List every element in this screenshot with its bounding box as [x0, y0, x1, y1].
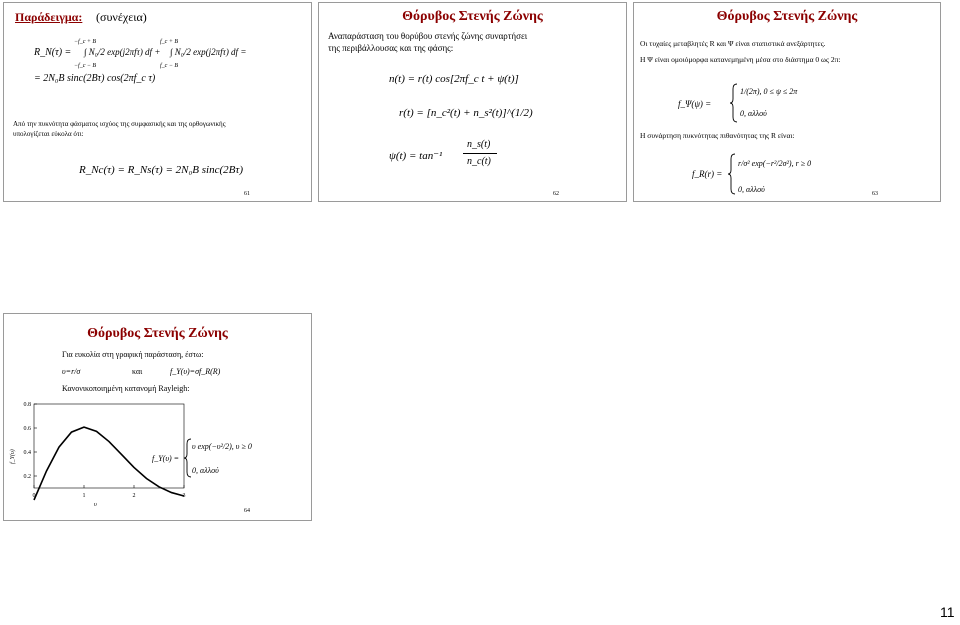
eq1-int1: ∫ N₀/2 exp(j2πfτ) df + [84, 47, 161, 57]
brace-icon [730, 83, 738, 123]
slide-61-title: Παράδειγμα: [15, 10, 83, 24]
fr-case-1: r/σ² exp(−r²/2σ²), r ≥ 0 [738, 159, 812, 168]
x-tick-label: 0 [32, 493, 36, 499]
x-tick-label: 1 [82, 493, 86, 499]
rayleigh-chart [6, 398, 246, 518]
formula-lhs: f_Y(υ) = [152, 454, 180, 463]
y-tick-label: 0.8 [23, 402, 31, 408]
slide-63 [633, 2, 941, 202]
page-number-61: 61 [244, 191, 250, 197]
y-tick-label: 0.2 [23, 474, 31, 480]
brace-icon [184, 438, 192, 478]
slide-64 [3, 313, 312, 521]
slide-62-title: Θόρυβος Στενής Ζώνης [402, 9, 543, 24]
eq-n: n(t) = r(t) cos[2πf_c t + ψ(t)] [389, 73, 519, 85]
eq1-lim2-bot: f_c − B [160, 63, 179, 69]
fpsi-case-1: 1/(2π), 0 ≤ ψ ≤ 2π [740, 87, 798, 96]
x-axis-label: υ [94, 502, 97, 508]
text-line-2: υπολογίζεται εύκολα ότι: [13, 130, 84, 138]
def-fy: f_Υ(υ)=σf_R(R) [170, 367, 221, 376]
line-1: Οι τυχαίες μεταβλητές R και Ψ είναι στατιστικά ανεξάρτητες. [640, 39, 826, 48]
slide-61-subtitle: (συνέχεια) [96, 10, 147, 24]
eq-psi-num: n_s(t) [467, 139, 491, 150]
slide-63-title: Θόρυβος Στενής Ζώνης [716, 9, 858, 24]
eq2: = 2N₀B sinc(2Bτ) cos(2πf_c τ) [34, 73, 156, 84]
eq1-lim1-top: −f_c + B [74, 39, 97, 45]
eq3: R_Nc(τ) = R_Ns(τ) = 2N₀B sinc(2Bτ) [79, 164, 243, 176]
x-tick-label: 2 [132, 493, 136, 499]
line-2: Η Ψ είναι ομοιόμορφα κατανεμημένη μέσα στο διάστημα 0 ως 2π: [640, 55, 841, 64]
y-axis-label: f_Y(υ) [10, 449, 16, 464]
formula-case-1: υ exp(−υ²/2), υ ≥ 0 [192, 442, 252, 451]
eq-psi-lhs: ψ(t) = tan⁻¹ [389, 150, 443, 162]
page-number-64: 64 [244, 508, 250, 514]
slide-62 [318, 2, 627, 202]
intro-line-1: Αναπαράσταση του θορύβου στενής ζώνης συναρτήσει [328, 31, 528, 41]
intro-line-2: της περιβάλλουσας και της φάσης: [328, 43, 454, 53]
eq1-lim2-top: f_c + B [160, 39, 179, 45]
brace-icon [728, 153, 736, 195]
def-upsilon: υ=r/σ [62, 367, 81, 376]
y-tick-label: 0.6 [23, 426, 31, 432]
def-line: Για ευκολία στη γραφική παράσταση, έστω: [62, 350, 204, 359]
eq1-lim1-bot: −f_c − B [74, 63, 97, 69]
eq-psi-den: n_c(t) [467, 156, 491, 167]
rayleigh-curve [34, 427, 184, 500]
x-tick-label: 3 [182, 493, 186, 499]
fraction-bar [463, 153, 497, 154]
rayleigh-heading: Κανονικοποιημένη κατανομή Rayleigh: [62, 384, 190, 393]
slide-61 [3, 2, 312, 202]
def-and: και [132, 367, 143, 376]
eq-r: r(t) = [n_c²(t) + n_s²(t)]^(1/2) [399, 107, 533, 119]
fpsi-lhs: f_Ψ(ψ) = [678, 99, 712, 109]
page-number-63: 63 [872, 191, 878, 197]
line-3: Η συνάρτηση πυκνότητας πιθανότητας της R είναι: [640, 131, 795, 140]
fpsi-case-2: 0, αλλού [740, 109, 767, 118]
fr-lhs: f_R(r) = [692, 169, 723, 179]
sheet-page-number: 11 [940, 604, 955, 620]
slide-64-title: Θόρυβος Στενής Ζώνης [87, 326, 228, 341]
eq1-lhs: R_N(τ) = [34, 47, 72, 58]
fr-case-2: 0, αλλού [738, 185, 765, 194]
page-number-62: 62 [553, 191, 559, 197]
plot-frame [34, 404, 184, 488]
y-tick-label: 0.4 [23, 450, 31, 456]
formula-case-2: 0, αλλού [192, 466, 219, 475]
text-line-1: Από την πυκνότητα φάσματος ισχύος της συμφασικής και της ορθογωνικής [13, 120, 226, 128]
eq1-int2: ∫ N₀/2 exp(j2πfτ) df = [170, 47, 247, 57]
